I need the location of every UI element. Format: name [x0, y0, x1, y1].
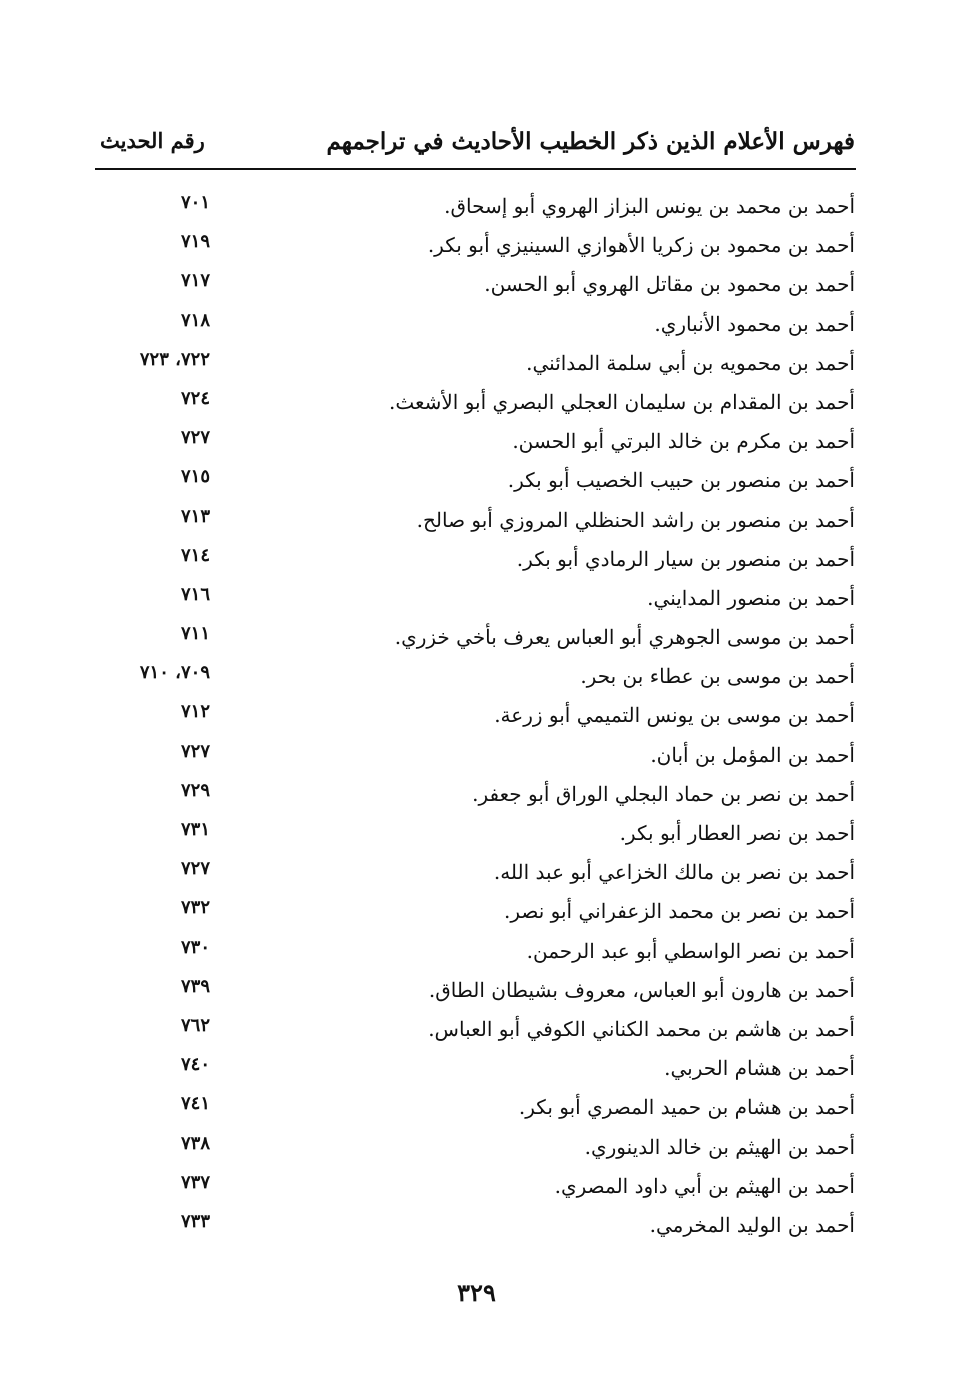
index-entry: [95, 1131, 855, 1170]
entry-name: أحمد بن نصر بن مالك الخزاعي أبو عبد الله.: [493, 860, 855, 885]
entry-hadith-numbers: ٧٢٧: [180, 740, 210, 762]
entry-name: أحمد بن محمويه بن أبي سلمة المدائني.: [526, 350, 855, 375]
index-entry: [95, 268, 855, 307]
entry-name: أحمد بن الهيثم بن خالد الدينوري.: [584, 1134, 855, 1159]
entry-name: أحمد بن نصر بن محمد الزعفراني أبو نصر.: [503, 899, 855, 924]
index-entry: [95, 308, 855, 347]
index-entry: [95, 739, 855, 778]
entry-hadith-numbers: ٧٢٧: [180, 858, 210, 880]
index-entry: [95, 817, 855, 856]
entry-name: أحمد بن محمود بن مقاتل الهروي أبو الحسن.: [484, 272, 855, 297]
entry-hadith-numbers: ٧١٦: [180, 583, 210, 605]
index-entry: [95, 190, 855, 229]
entry-hadith-numbers: ٧١٨: [180, 309, 210, 331]
entry-hadith-numbers: ٧٣٨: [180, 1132, 210, 1154]
entry-hadith-numbers: ٧٢٤: [180, 387, 210, 409]
entry-hadith-numbers: ٧١٤: [180, 544, 210, 566]
entry-name: أحمد بن منصور بن سيار الرمادي أبو بكر.: [516, 546, 855, 571]
entry-name: أحمد بن موسى بن يونس التميمي أبو زرعة.: [494, 703, 855, 728]
hadith-number-column-label: رقم الحديث: [100, 128, 205, 153]
index-entry: [95, 856, 855, 895]
entry-name: أحمد بن هشام بن حميد المصري أبو بكر.: [518, 1095, 855, 1120]
index-entries: [95, 190, 855, 1248]
entry-name: أحمد بن منصور بن حبيب الخصيب أبو بكر.: [507, 468, 855, 493]
index-entry: [95, 504, 855, 543]
index-entry: [95, 699, 855, 738]
entry-hadith-numbers: ٧١٩: [180, 231, 210, 253]
entry-hadith-numbers: ٧٢٢، ٧٢٣: [139, 348, 210, 370]
entry-hadith-numbers: ٧٣٩: [180, 975, 210, 997]
entry-name: أحمد بن موسى الجوهري أبو العباس يعرف بأخي خزري.: [394, 625, 855, 650]
entry-name: أحمد بن محمود بن زكريا الأهوازي السينيزي أبو بكر.: [427, 233, 855, 258]
entry-name: أحمد بن هاشم بن محمد الكناني الكوفي أبو العباس.: [428, 1016, 855, 1041]
entry-name: أحمد بن منصور بن راشد الحنظلي المروزي أبو صالح.: [416, 507, 855, 532]
entry-name: أحمد بن محمود الأنباري.: [654, 311, 855, 336]
index-entry: [95, 582, 855, 621]
index-entry: [95, 778, 855, 817]
entry-name: أحمد بن الوليد المخرمي.: [649, 1212, 855, 1237]
entry-name: أحمد بن المقدام بن سليمان العجلي البصري أبو الأشعث.: [389, 389, 855, 414]
entry-hadith-numbers: ٧٣١: [180, 819, 210, 840]
entry-name: أحمد بن المؤمل بن أبان.: [650, 742, 855, 767]
index-entry: [95, 347, 855, 386]
entry-name: أحمد بن مكرم بن خالد البرتي أبو الحسن.: [512, 429, 855, 454]
entry-hadith-numbers: ٧٣٧: [180, 1171, 210, 1193]
entry-hadith-numbers: ٧٣٠: [180, 936, 210, 958]
entry-hadith-numbers: ٧٤١: [180, 1093, 210, 1115]
entry-hadith-numbers: ٧٠١: [180, 192, 210, 213]
entry-hadith-numbers: ٧١٧: [180, 270, 210, 292]
index-entry: [95, 660, 855, 699]
entry-name: أحمد بن نصر العطار أبو بكر.: [619, 821, 855, 845]
entry-name: أحمد بن نصر الواسطي أبو عبد الرحمن.: [526, 938, 855, 963]
header-divider: [95, 168, 856, 170]
entry-hadith-numbers: ٧١٣: [180, 505, 210, 527]
entry-hadith-numbers: ٧٣٢: [180, 897, 210, 919]
entry-hadith-numbers: ٧٤٠: [180, 1054, 210, 1076]
page-number: ٣٢٩: [457, 1278, 496, 1307]
entry-hadith-numbers: ٧١٢: [180, 701, 210, 723]
index-entry: [95, 464, 855, 503]
entry-name: أحمد بن نصر بن حماد البجلي الوراق أبو جعفر.: [472, 781, 855, 806]
index-entry: [95, 425, 855, 464]
page-header: [95, 118, 855, 168]
index-title: فهرس الأعلام الذين ذكر الخطيب الأحاديث في تراجمهم: [326, 128, 855, 155]
index-entry: [95, 1013, 855, 1052]
entry-hadith-numbers: ٧١١: [180, 623, 210, 645]
entry-hadith-numbers: ٧٣٣: [180, 1210, 210, 1232]
entry-hadith-numbers: ٧٦٢: [180, 1014, 210, 1036]
entry-name: أحمد بن منصور المدايني.: [647, 585, 855, 610]
entry-name: أحمد بن هشام الحربي.: [664, 1056, 855, 1081]
index-entry: [95, 974, 855, 1013]
entry-hadith-numbers: ٧٢٧: [180, 427, 210, 449]
entry-name: أحمد بن هارون أبو العباس، معروف بشيطان الطاق.: [428, 977, 855, 1002]
index-entry: [95, 621, 855, 660]
entry-hadith-numbers: ٧٠٩، ٧١٠: [139, 662, 210, 684]
index-entry: [95, 229, 855, 268]
entry-name: أحمد بن موسى بن عطاء بن بحر.: [580, 664, 855, 689]
index-entry: [95, 1091, 855, 1130]
index-entry: [95, 1209, 855, 1248]
index-entry: [95, 935, 855, 974]
index-entry: [95, 1052, 855, 1091]
index-entry: [95, 1170, 855, 1209]
index-entry: [95, 895, 855, 934]
index-entry: [95, 386, 855, 425]
entry-name: أحمد بن محمد بن يونس البزاز الهروي أبو إسحاق.: [444, 194, 855, 218]
index-entry: [95, 543, 855, 582]
entry-hadith-numbers: ٧٢٩: [180, 779, 210, 801]
entry-hadith-numbers: ٧١٥: [180, 466, 210, 488]
entry-name: أحمد بن الهيثم بن أبي داود المصري.: [554, 1173, 855, 1198]
